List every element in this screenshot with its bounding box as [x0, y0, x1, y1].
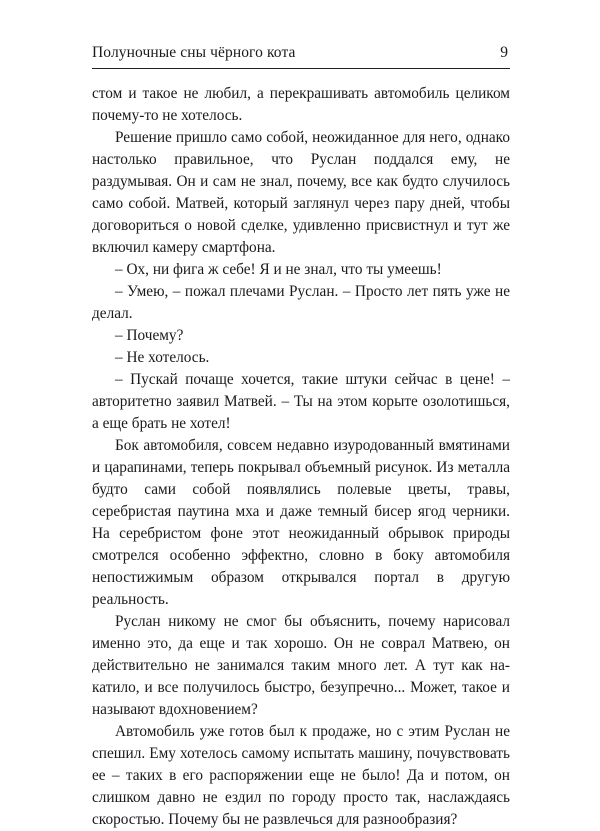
- running-title: Полуночные сны чёрного кота: [92, 44, 296, 61]
- dialogue-line: – Почему?: [115, 327, 184, 344]
- page-number: 9: [500, 44, 508, 61]
- page-header: [92, 40, 510, 69]
- dialogue-line: – Умею, – пожал плечами Руслан. – Просто лет пять уже не делал.: [92, 283, 510, 322]
- paragraph: стом и такое не любил, а перекрашивать автомобиль целиком почему-то не хотелось.: [92, 85, 510, 124]
- body-text: [92, 83, 510, 831]
- paragraph: Автомобиль уже готов был к продаже, но с этим Руслан не спешил. Ему хотелось самому испытать машину, почувствовать ее – таких в его распоряжении еще не было! Да и потом, он слишком давно не ездил по городу просто так, наслаждаясь скоростью. Почему бы не развлечься для разнообразия?: [92, 723, 510, 828]
- dialogue-line: – Ох, ни фига ж себе! Я и не знал, что ты умеешь!: [115, 261, 442, 278]
- paragraph: Руслан никому не смог бы объяснить, почему нарисовал именно это, да еще и так хорошо. Он не соврал Матвею, он действительно не занимался таким много лет. А тут как накатило, и все получилось быстро, безупречно... Может, такое и называют вдохновением?: [92, 613, 510, 718]
- dialogue-line: – Не хотелось.: [115, 349, 210, 366]
- dialogue-line: – Пускай почаще хочется, такие штуки сейчас в цене! – авторитетно заявил Матвей. – Ты на этом корыте озолотишься, а еще брать не хотел!: [92, 371, 510, 432]
- paragraph: Бок автомобиля, совсем недавно изуродованный вмятинами и царапинами, теперь покрывал объемный рисунок. Из металла будто сами собой появлялись полевые цветы, травы, серебристая паутина мха и даже темный бисер ягод черники. На серебристом фоне этот неожиданный обрывок природы смотрелся особенно эффектно, словно в боку автомобиля непостижимым образом открывался портал в другую реальность.: [92, 437, 510, 608]
- paragraph: Решение пришло само собой, неожиданное для него, однако настолько правильное, что Руслан поддался ему, не раздумывая. Он и сам не знал, почему, все как будто случилось само собой. Матвей, который заглянул через пару дней, чтобы договориться о новой сделке, удивленно присвистнул и тут же включил камеру смартфона.: [92, 129, 510, 256]
